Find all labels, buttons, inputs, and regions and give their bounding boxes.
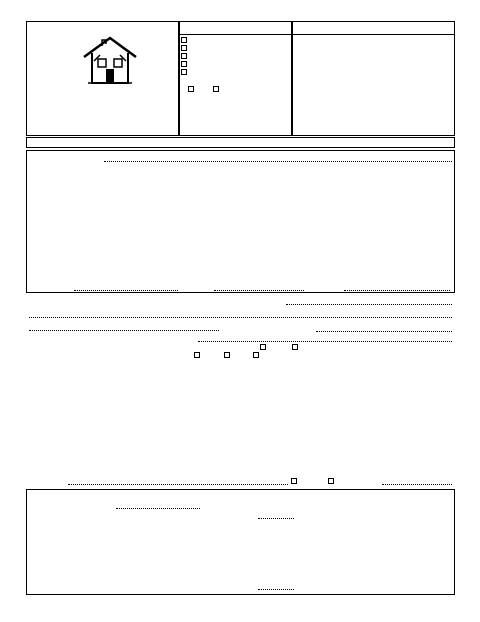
signature-date-field[interactable]	[382, 484, 452, 485]
legal-field-1[interactable]	[286, 304, 452, 305]
checkbox[interactable]	[188, 86, 194, 92]
signer-agent[interactable]	[328, 478, 336, 486]
improvement-title	[180, 22, 291, 35]
checkbox[interactable]	[181, 53, 187, 59]
license-field[interactable]	[74, 290, 178, 291]
checkbox[interactable]	[328, 478, 334, 484]
checkbox[interactable]	[194, 352, 200, 358]
improvement-option-new[interactable]	[181, 37, 189, 45]
lake-yes[interactable]	[260, 344, 268, 352]
checkbox[interactable]	[292, 344, 298, 350]
checkbox[interactable]	[181, 61, 187, 67]
fmv-row	[28, 334, 32, 342]
checkbox[interactable]	[181, 37, 187, 43]
checkbox[interactable]	[260, 344, 266, 350]
valuation-field[interactable]	[116, 508, 200, 509]
legal-field-2[interactable]	[29, 317, 452, 318]
checkbox[interactable]	[253, 352, 259, 358]
sprinkler-no[interactable]	[224, 352, 232, 360]
improvement-option-reroof[interactable]	[181, 61, 189, 69]
expires-field[interactable]	[214, 290, 304, 291]
town-logo	[80, 35, 140, 87]
signer-owner[interactable]	[291, 478, 299, 486]
fmv-field[interactable]	[198, 341, 452, 342]
parcel-field[interactable]	[316, 331, 452, 332]
improvement-box	[179, 21, 292, 136]
improvement-option-alteration[interactable]	[181, 53, 189, 61]
tax-field[interactable]	[344, 290, 450, 291]
permit-box	[292, 21, 455, 136]
contact-box	[26, 150, 455, 293]
improvement-option-addition[interactable]	[181, 45, 189, 53]
electronic-yes[interactable]	[188, 86, 196, 94]
sprinkler-yes[interactable]	[194, 352, 202, 360]
improvement-option-other[interactable]	[181, 69, 189, 77]
checkbox[interactable]	[181, 69, 187, 75]
legal-field-3[interactable]	[29, 330, 219, 331]
electronic-no[interactable]	[213, 86, 221, 94]
checkbox[interactable]	[224, 352, 230, 358]
sprinkler-na[interactable]	[253, 352, 261, 360]
title-bar	[26, 137, 455, 148]
property-address-field[interactable]	[104, 161, 452, 162]
sepa-receipt-field[interactable]	[258, 518, 294, 519]
dept-email-row	[28, 117, 32, 125]
lake-no[interactable]	[292, 344, 300, 352]
permit-number-row	[293, 22, 454, 35]
staff-section-box	[26, 489, 455, 595]
signature-field[interactable]	[68, 484, 288, 485]
checkbox[interactable]	[291, 478, 297, 484]
checkbox[interactable]	[213, 86, 219, 92]
xmt-receipt-field[interactable]	[258, 589, 294, 590]
checkbox[interactable]	[181, 45, 187, 51]
